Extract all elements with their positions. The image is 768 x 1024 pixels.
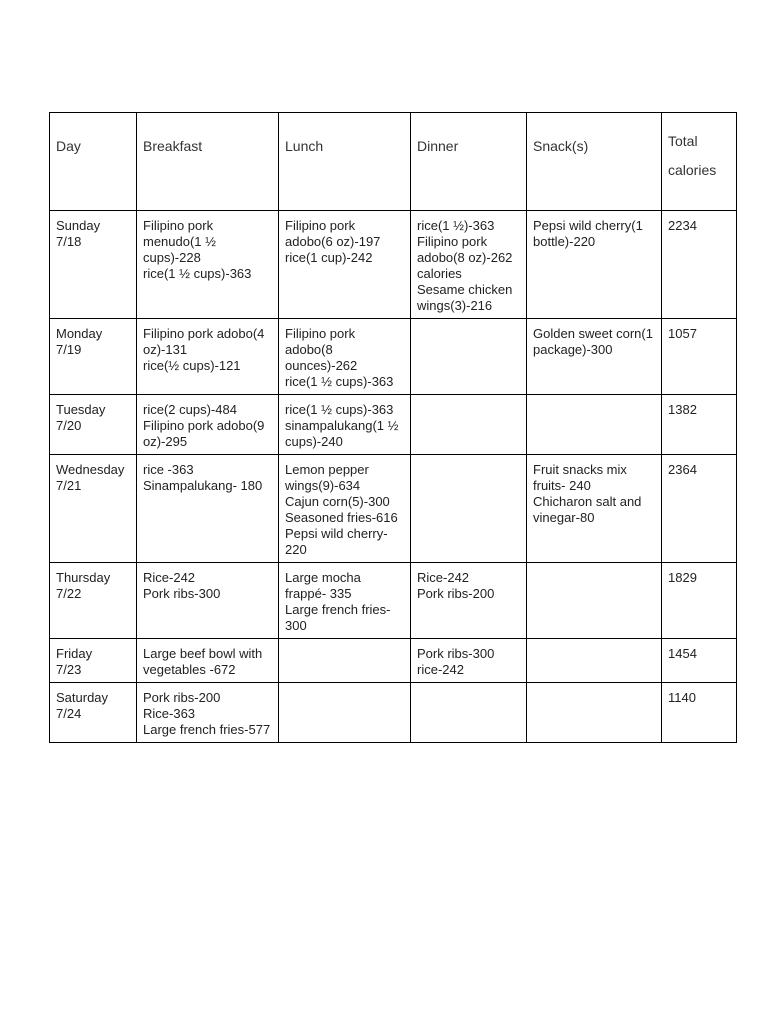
cell-total: 1057	[662, 319, 737, 395]
cell-snacks	[527, 639, 662, 683]
cell-lunch: Filipino pork adobo(8 ounces)-262 rice(1 ½ cups)-363	[279, 319, 411, 395]
header-snacks: Snack(s)	[527, 113, 662, 211]
table-row	[50, 563, 737, 639]
table-row	[50, 395, 737, 455]
table-row	[50, 319, 737, 395]
cell-lunch: rice(1 ½ cups)-363 sinampalukang(1 ½ cups)-240	[279, 395, 411, 455]
cell-total: 2364	[662, 455, 737, 563]
header-lunch: Lunch	[279, 113, 411, 211]
cell-lunch: Large mocha frappé- 335 Large french fries-300	[279, 563, 411, 639]
cell-dinner: Pork ribs-300 rice-242	[411, 639, 527, 683]
cell-breakfast: Rice-242 Pork ribs-300	[137, 563, 279, 639]
cell-snacks	[527, 683, 662, 743]
cell-lunch	[279, 683, 411, 743]
cell-day: Friday 7/23	[50, 639, 137, 683]
cell-total: 1140	[662, 683, 737, 743]
table-row	[50, 639, 737, 683]
cell-day: Wednesday 7/21	[50, 455, 137, 563]
cell-dinner	[411, 683, 527, 743]
cell-day: Thursday 7/22	[50, 563, 137, 639]
cell-breakfast: Pork ribs-200 Rice-363 Large french fries-577	[137, 683, 279, 743]
cell-snacks	[527, 395, 662, 455]
cell-lunch: Filipino pork adobo(6 oz)-197 rice(1 cup)-242	[279, 211, 411, 319]
table-row	[50, 211, 737, 319]
cell-dinner: Rice-242 Pork ribs-200	[411, 563, 527, 639]
cell-total: 1829	[662, 563, 737, 639]
cell-total: 1382	[662, 395, 737, 455]
cell-day: Saturday 7/24	[50, 683, 137, 743]
cell-day: Monday 7/19	[50, 319, 137, 395]
table-row	[50, 683, 737, 743]
cell-total: 1454	[662, 639, 737, 683]
cell-breakfast: Filipino pork menudo(1 ½ cups)-228 rice(1 ½ cups)-363	[137, 211, 279, 319]
cell-dinner	[411, 395, 527, 455]
cell-lunch	[279, 639, 411, 683]
cell-snacks: Fruit snacks mix fruits- 240 Chicharon salt and vinegar-80	[527, 455, 662, 563]
header-breakfast: Breakfast	[137, 113, 279, 211]
cell-lunch: Lemon pepper wings(9)-634 Cajun corn(5)-300 Seasoned fries-616 Pepsi wild cherry-220	[279, 455, 411, 563]
cell-dinner	[411, 319, 527, 395]
cell-breakfast: rice -363 Sinampalukang- 180	[137, 455, 279, 563]
header-row	[50, 113, 737, 211]
header-dinner: Dinner	[411, 113, 527, 211]
cell-breakfast: Large beef bowl with vegetables -672	[137, 639, 279, 683]
cell-total: 2234	[662, 211, 737, 319]
cell-snacks	[527, 563, 662, 639]
header-total-calories: Total calories	[662, 113, 737, 211]
table-row	[50, 455, 737, 563]
cell-day: Sunday 7/18	[50, 211, 137, 319]
cell-day: Tuesday 7/20	[50, 395, 137, 455]
cell-dinner	[411, 455, 527, 563]
cell-snacks: Pepsi wild cherry(1 bottle)-220	[527, 211, 662, 319]
cell-breakfast: Filipino pork adobo(4 oz)-131 rice(½ cups)-121	[137, 319, 279, 395]
cell-dinner: rice(1 ½)-363 Filipino pork adobo(8 oz)-262 calories Sesame chicken wings(3)-216	[411, 211, 527, 319]
header-day: Day	[50, 113, 137, 211]
cell-breakfast: rice(2 cups)-484 Filipino pork adobo(9 oz)-295	[137, 395, 279, 455]
cell-snacks: Golden sweet corn(1 package)-300	[527, 319, 662, 395]
food-log-table	[49, 112, 737, 743]
